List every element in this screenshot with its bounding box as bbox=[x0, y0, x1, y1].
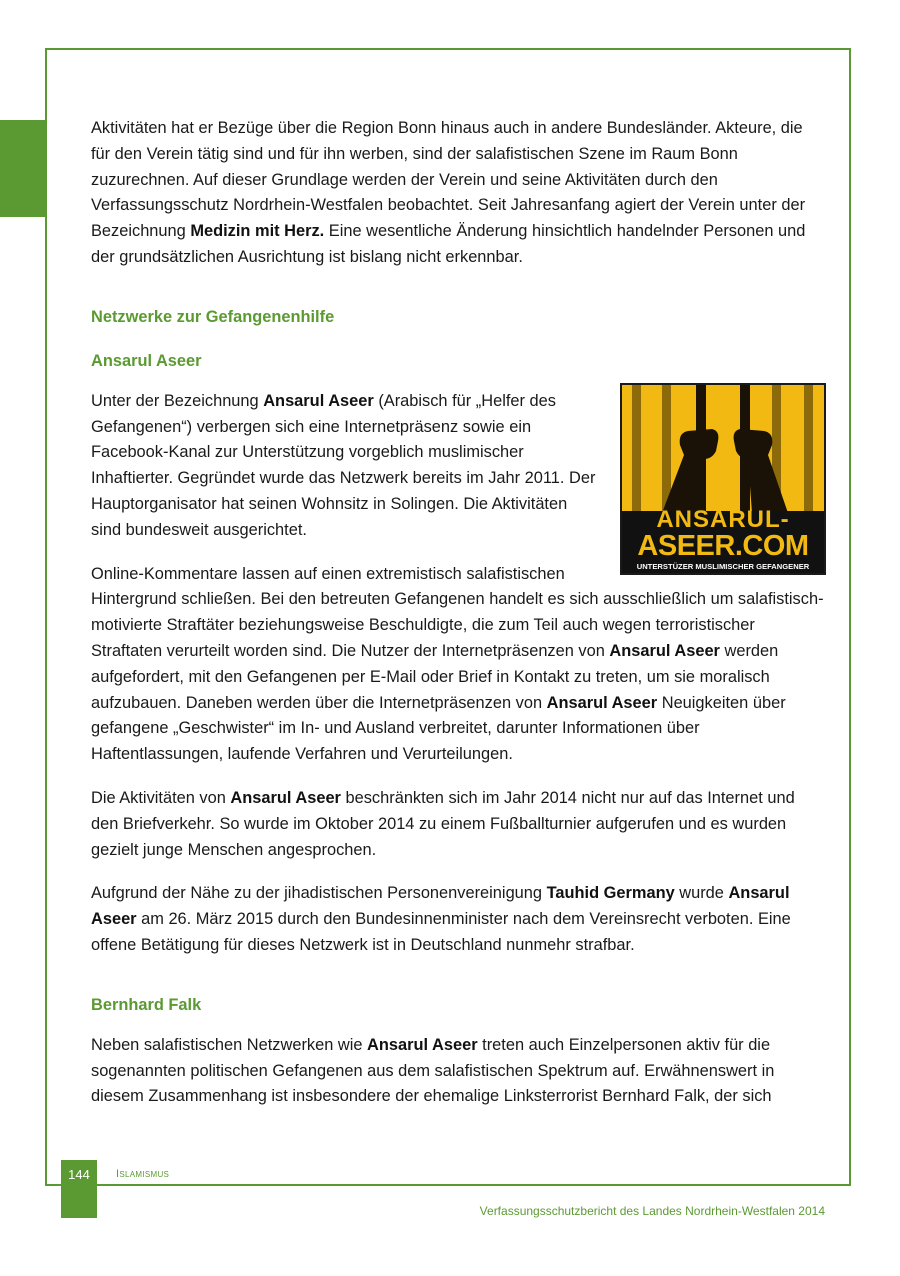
paragraph-ansarul-2: Online-Kommentare lassen auf einen extremistisch salafistischen Hintergrund schließen. Bei den betreuten Gefangenen handelt es sich ausschließlich um salafistisch-motivierte Straftäter beziehungsweise Beschuldigte, die zum Teil auch wegen terroristischer Straftaten verurteilt worden sind. Die Nutzer der Internetpräsenzen von Ansarul Aseer werden aufgefordert, mit den Gefangenen per E-Mail oder Brief in Kontakt zu treten, um sie moralisch aufzubauen. Daneben werden über die Internetpräsenzen von Ansarul Aseer Neuigkeiten über gefangene „Geschwister“ im In- und Ausland verbreitet, darunter Informationen über Haftentlassungen, laufende Verfahren und Verurteilungen. bbox=[91, 564, 824, 764]
ansarul-aseer-logo bbox=[620, 383, 826, 575]
paragraph-intro: Aktivitäten hat er Bezüge über die Region Bonn hinaus auch in andere Bundesländer. Akteure, die für den Verein tätig sind und für ihn werben, sind der salafistischen Szene im Raum Bonn zuzurechnen. Auf dieser Grundlage werden der Verein und seine Aktivitäten durch den Verfassungsschutz Nordrhein-Westfalen beobachtet. Seit Jahresanfang agiert der Verein unter der Bezeichnung Medizin mit Herz. Eine wesentliche Änderung hinsichtlich handelnder Personen und der grundsätzlichen Ausrichtung ist bislang nicht erkennbar. bbox=[91, 119, 806, 266]
section-label: Islamismus bbox=[116, 1168, 170, 1180]
logo-tagline: UNTERSTÜZER MUSLIMISCHER GEFANGENER bbox=[636, 561, 810, 571]
paragraph-falk: Neben salafistischen Netzwerken wie Ansarul Aseer treten auch Einzelpersonen aktiv für die sogenannten politischen Gefangenen aus dem salafistischen Spektrum auf. Erwähnenswert in diesem Zusammenhang ist insbesondere der ehemalige Linksterrorist Bernhard Falk, der sich bbox=[91, 1035, 775, 1106]
paragraph-ansarul-1: Unter der Bezeichnung Ansarul Aseer (Arabisch für „Helfer des Gefangenen“) verbergen sich eine Internetpräsenz sowie ein Facebook-Kanal zur Unterstützung vorgeblich muslimischer Inhaftierter. Gegründet wurde das Netzwerk bereits im Jahr 2011. Der Hauptorganisator hat seinen Wohnsitz in Solingen. Die Aktivitäten sind bundesweit ausgerichtet. bbox=[91, 391, 596, 539]
logo-text-line2: ASEER.COM bbox=[637, 529, 809, 562]
heading-ansarul-aseer: Ansarul Aseer bbox=[91, 351, 202, 370]
logo-text-line1: ANSARUL- bbox=[656, 505, 790, 533]
paragraph-ansarul-3: Die Aktivitäten von Ansarul Aseer beschränkten sich im Jahr 2014 nicht nur auf das Internet und den Briefverkehr. So wurde im Oktober 2014 zu einem Fußballturnier aufgerufen und es wurden gezielt junge Menschen angesprochen. bbox=[91, 788, 795, 859]
main-content bbox=[91, 116, 826, 1128]
chapter-tab bbox=[0, 120, 46, 217]
page-number: 144 bbox=[61, 1160, 97, 1218]
paragraph-ansarul-4: Aufgrund der Nähe zu der jihadistischen Personenvereinigung Tauhid Germany wurde Ansarul Aseer am 26. März 2015 durch den Bundesinnenminister nach dem Vereinsrecht verboten. Eine offene Betätigung für dieses Netzwerk ist in Deutschland nunmehr strafbar. bbox=[91, 884, 791, 954]
publication-title: Verfassungsschutzbericht des Landes Nordrhein-Westfalen 2014 bbox=[479, 1204, 825, 1218]
heading-bernhard-falk: Bernhard Falk bbox=[91, 995, 202, 1014]
heading-networks: Netzwerke zur Gefangenenhilfe bbox=[91, 307, 335, 326]
